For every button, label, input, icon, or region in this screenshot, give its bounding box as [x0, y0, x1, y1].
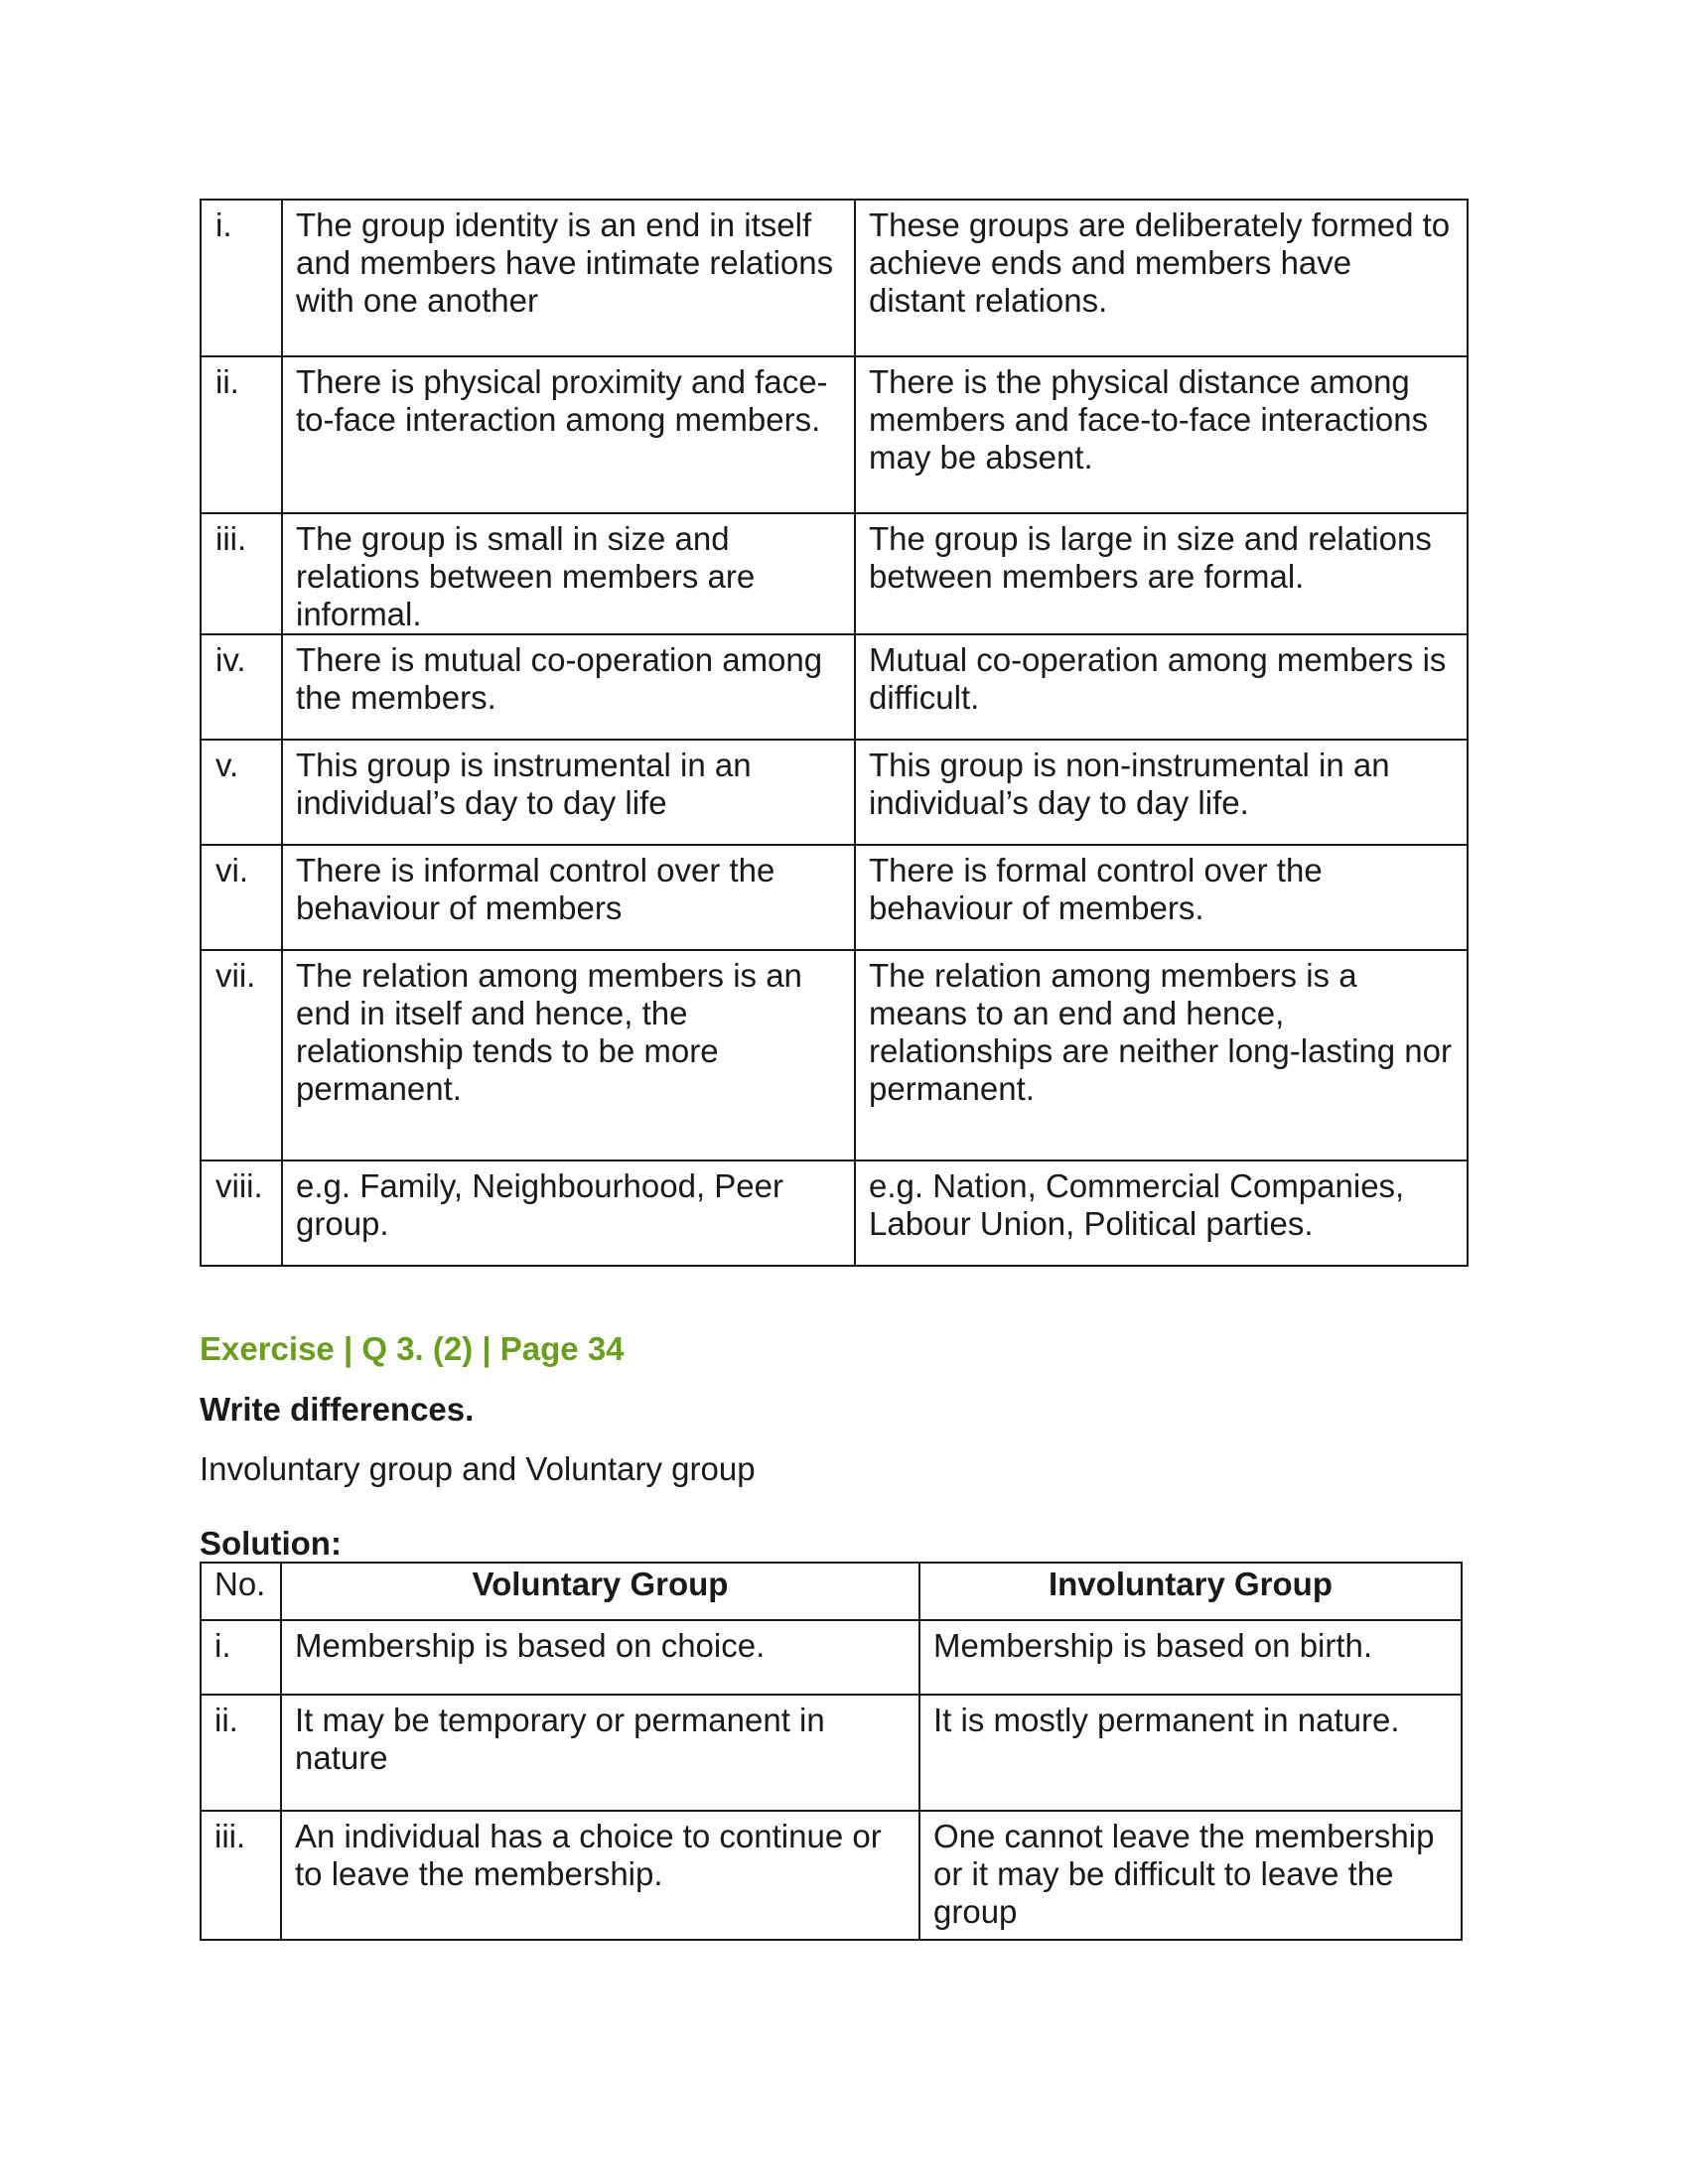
row-number: viii. — [201, 1160, 282, 1266]
row-number: i. — [201, 1620, 281, 1695]
table-cell: There is formal control over the behaviour of members. — [855, 845, 1468, 950]
table-cell: One cannot leave the membership or it may be difficult to leave the group — [919, 1811, 1462, 1940]
header-voluntary-group: Voluntary Group — [281, 1563, 919, 1620]
row-number: iii. — [201, 1811, 281, 1940]
table-cell: It may be temporary or permanent in nature — [281, 1695, 919, 1811]
table-row — [201, 1620, 1462, 1695]
row-number: v. — [201, 740, 282, 845]
table-cell: This group is instrumental in an individual’s day to day life — [282, 740, 855, 845]
table-row — [201, 200, 1468, 356]
table-cell: There is physical proximity and face-to-face interaction among members. — [282, 356, 855, 513]
row-number: iii. — [201, 513, 282, 634]
table-cell: There is informal control over the behaviour of members — [282, 845, 855, 950]
table-row — [201, 513, 1468, 634]
table-row — [201, 356, 1468, 513]
table-cell: The relation among members is an end in itself and hence, the relationship tends to be more permanent. — [282, 950, 855, 1160]
comparison-table-voluntary-involuntary — [200, 1562, 1463, 1941]
table-header-row — [201, 1563, 1462, 1620]
table-cell: This group is non-instrumental in an individual’s day to day life. — [855, 740, 1468, 845]
table-cell: The group is small in size and relations between members are informal. — [282, 513, 855, 634]
table-row — [201, 1160, 1468, 1266]
table-cell: These groups are deliberately formed to achieve ends and members have distant relations. — [855, 200, 1468, 356]
table-cell: The group identity is an end in itself and members have intimate relations with one another — [282, 200, 855, 356]
table-row — [201, 1695, 1462, 1811]
table-cell: It is mostly permanent in nature. — [919, 1695, 1462, 1811]
table-row — [201, 950, 1468, 1160]
table-cell: Membership is based on birth. — [919, 1620, 1462, 1695]
question-text: Involuntary group and Voluntary group — [200, 1450, 756, 1487]
table-cell: The group is large in size and relations between members are formal. — [855, 513, 1468, 634]
table-cell: e.g. Nation, Commercial Companies, Labour Union, Political parties. — [855, 1160, 1468, 1266]
instruction-text: Write differences. — [200, 1391, 475, 1428]
header-involuntary-group: Involuntary Group — [919, 1563, 1462, 1620]
table-cell: There is the physical distance among members and face-to-face interactions may be absent. — [855, 356, 1468, 513]
table-row — [201, 634, 1468, 740]
row-number: ii. — [201, 1695, 281, 1811]
comparison-table-primary-secondary — [200, 199, 1469, 1267]
row-number: vii. — [201, 950, 282, 1160]
row-number: ii. — [201, 356, 282, 513]
exercise-heading: Exercise | Q 3. (2) | Page 34 — [200, 1330, 625, 1367]
table-row — [201, 1811, 1462, 1940]
table-row — [201, 740, 1468, 845]
row-number: iv. — [201, 634, 282, 740]
table-cell: The relation among members is a means to an end and hence, relationships are neither long-lasting nor permanent. — [855, 950, 1468, 1160]
table-cell: Membership is based on choice. — [281, 1620, 919, 1695]
table-cell: An individual has a choice to continue or to leave the membership. — [281, 1811, 919, 1940]
table-cell: There is mutual co-operation among the members. — [282, 634, 855, 740]
solution-label: Solution: — [200, 1525, 342, 1562]
header-no: No. — [201, 1563, 281, 1620]
table-cell: Mutual co-operation among members is difficult. — [855, 634, 1468, 740]
table-row — [201, 845, 1468, 950]
row-number: vi. — [201, 845, 282, 950]
table-cell: e.g. Family, Neighbourhood, Peer group. — [282, 1160, 855, 1266]
row-number: i. — [201, 200, 282, 356]
